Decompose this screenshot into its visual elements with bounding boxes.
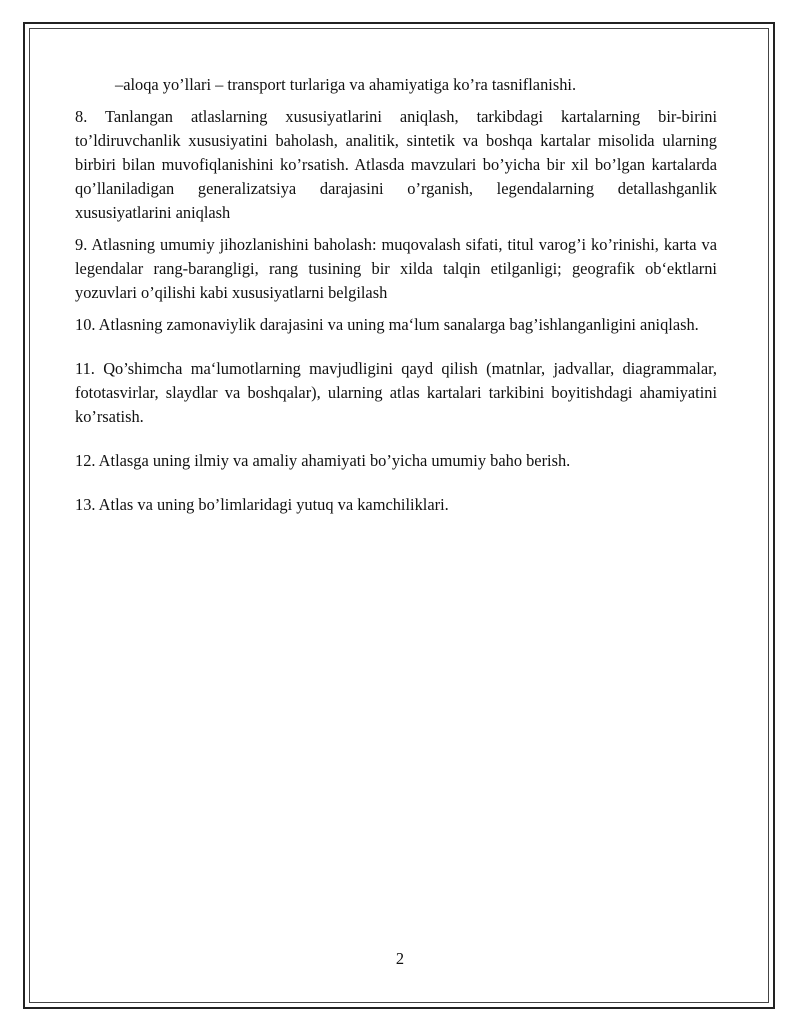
paragraph-item-11: 11. Qo’shimcha ma‘lumotlarning mavjudligini qayd qilish (matnlar, jadvallar, diagrammalar, fototasvirlar, slaydlar va boshqalar), ularning atlas kartalari tarkibini boyitishdagi ahamiyatini ko’rsatish. [75,359,717,426]
paragraph-item-12: 12. Atlasga uning ilmiy va amaliy ahamiyati bo’yicha umumiy baho berish. [75,451,571,470]
list-item-transport: –aloqa yo’llari – transport turlariga va ahamiyatiga ko’ra tasniflanishi. [115,75,577,94]
paragraph-item-8: 8. Tanlangan atlaslarning xususiyatlarini aniqlash, tarkibdagi kartalarning bir-birini to’ldiruvchanlik xususiyatini baholash, analitik, sintetik va boshqa kartalar misolida ularning birbiri bilan muvofiqlanishini ko’rsatish. Atlasda mavzulari bo’yicha bir xil bo’lgan kartalarda qo’llaniladigan generalizatsiya darajasini o’rganish, legendalarning detallashganlik xususiyatlarini aniqlash [75,107,717,222]
paragraph-item-10: 10. Atlasning zamonaviylik darajasini va uning ma‘lum sanalarga bag’ishlanganligini aniqlash. [75,315,699,334]
document-body [75,73,717,517]
paragraph-item-13: 13. Atlas va uning bo’limlaridagi yutuq va kamchiliklari. [75,495,449,514]
paragraph-item-9: 9. Atlasning umumiy jihozlanishini baholash: muqovalash sifati, titul varog’i ko’rinishi, karta va legendalar rang-barangligi, rang tusining bir xilda talqin etilganligi; geografik ob‘ektlarni yozuvlari o’qilishi kabi xususiyatlarni belgilash [75,235,717,302]
page-number: 2 [395,949,405,968]
